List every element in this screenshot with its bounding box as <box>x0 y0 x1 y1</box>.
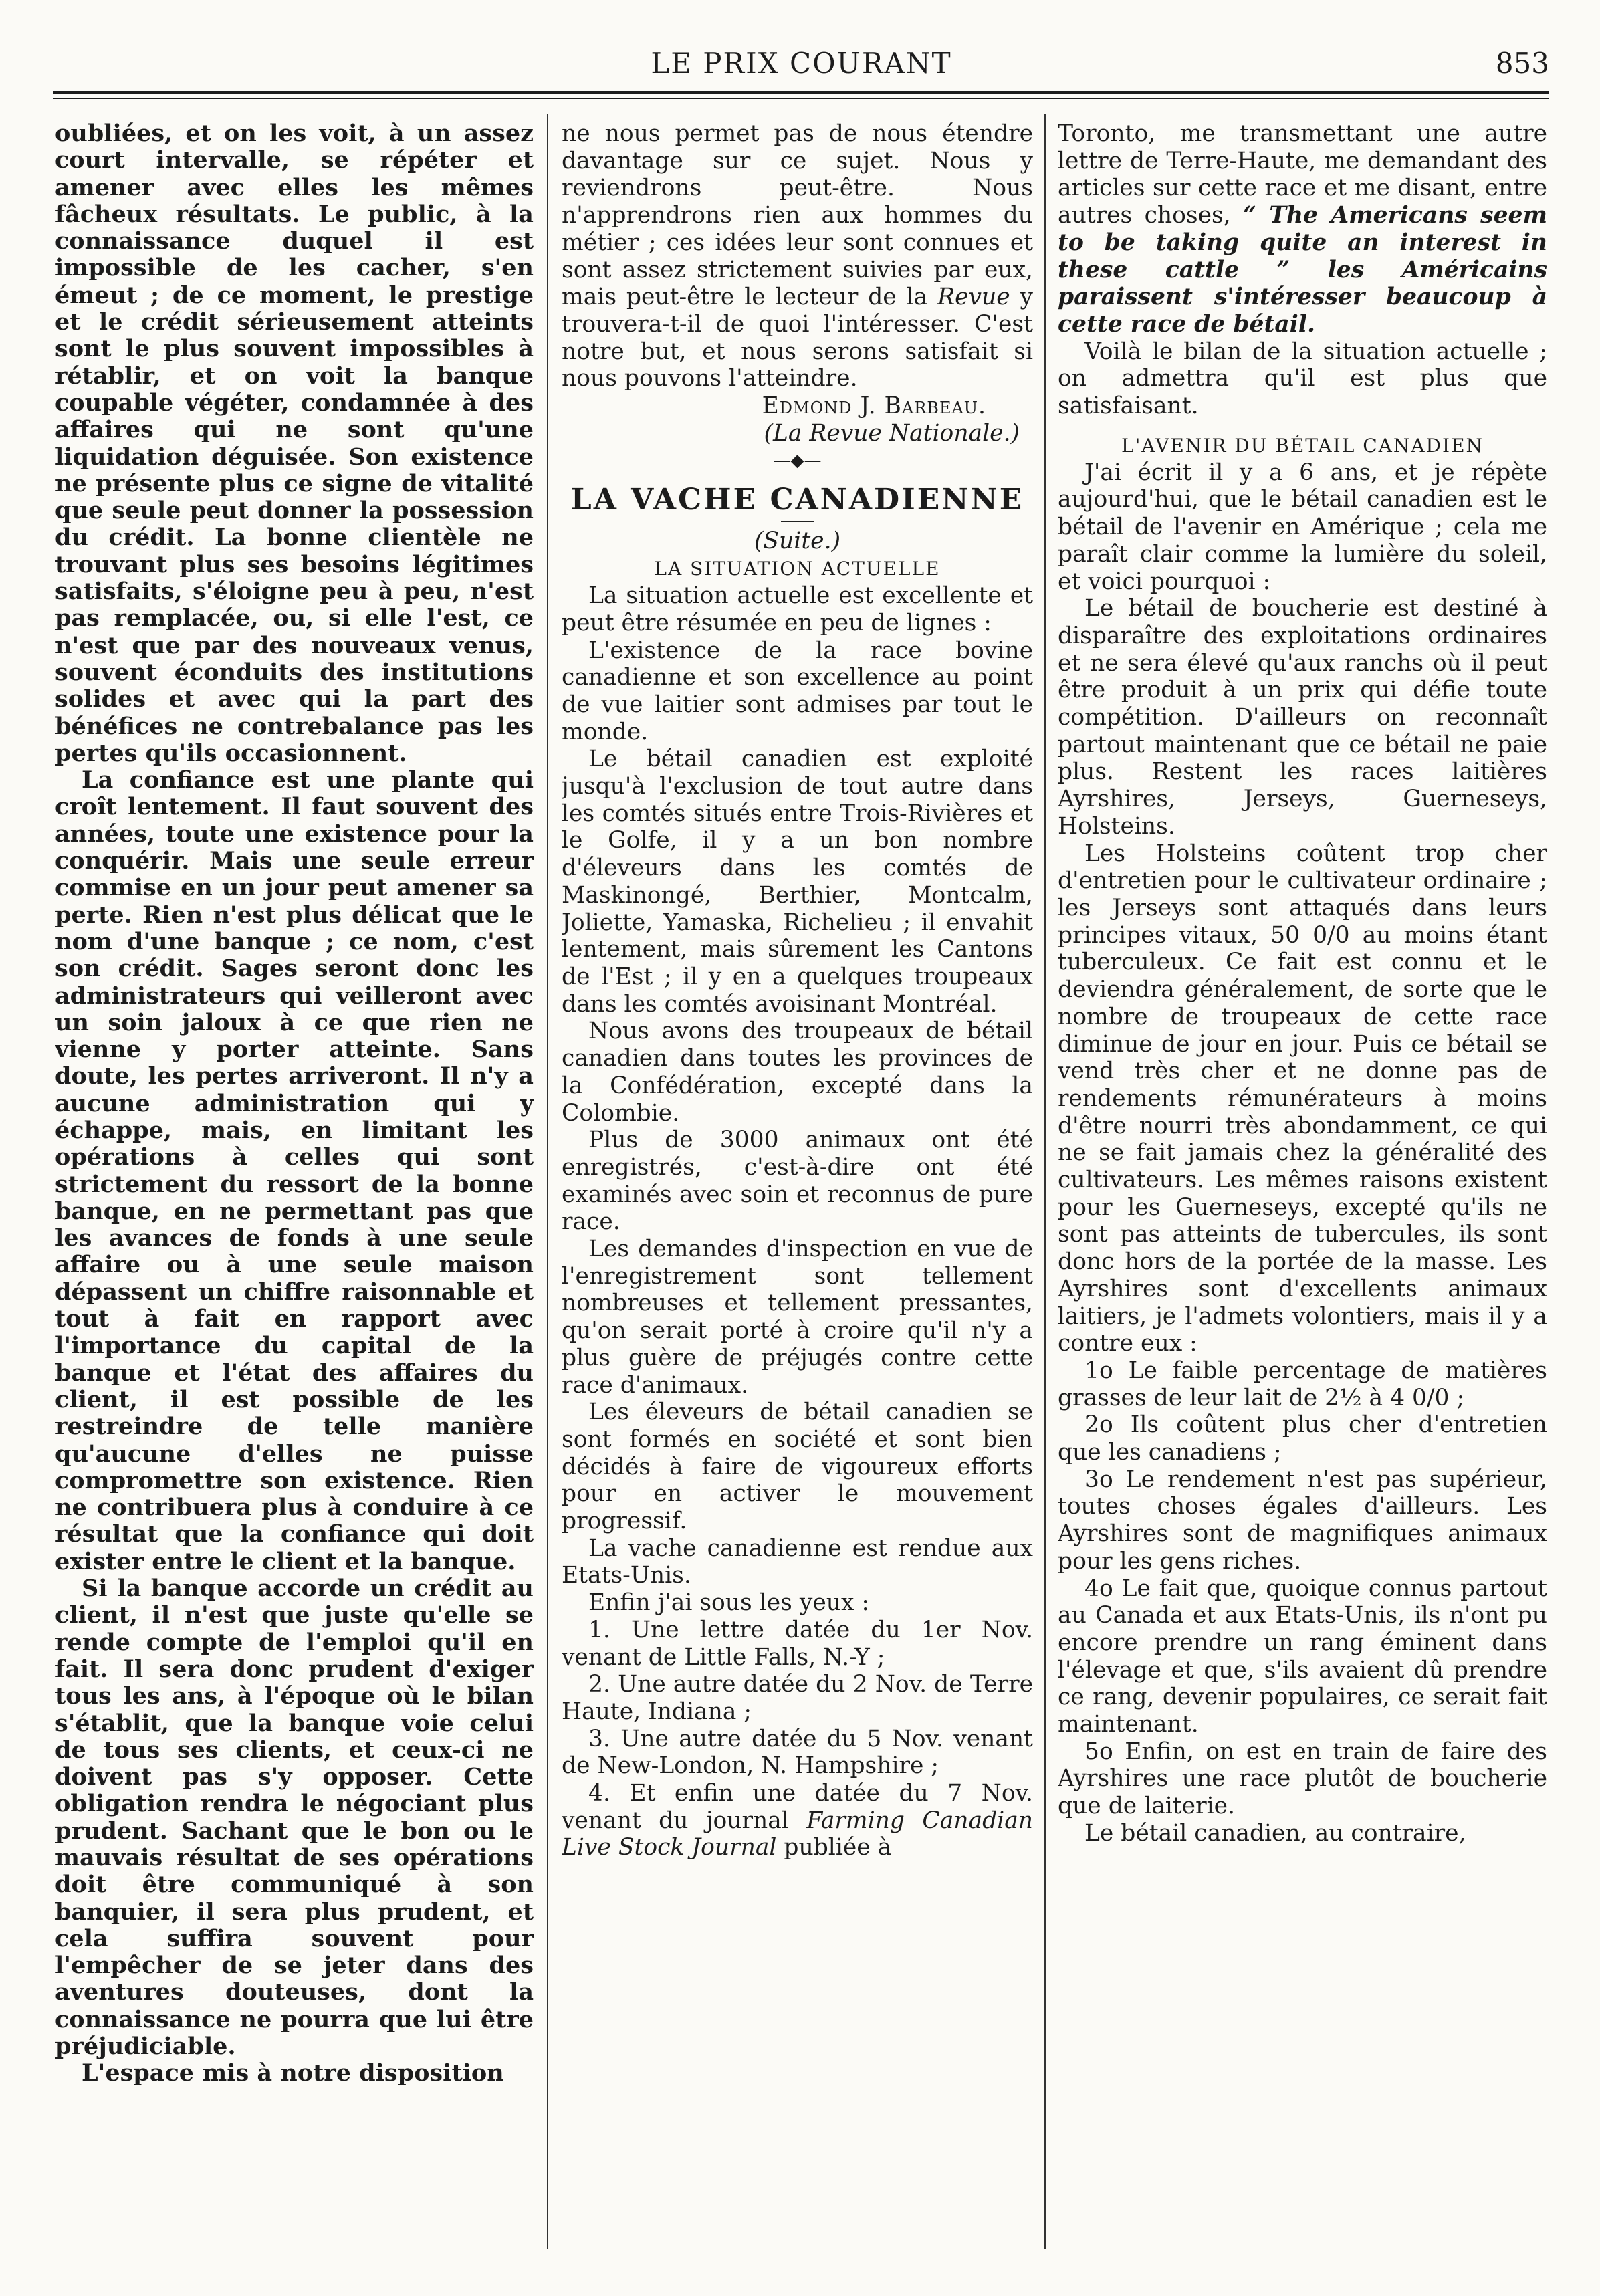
italic-run: Farming Canadian Live Stock Journal <box>562 1807 1033 1861</box>
column-divider <box>547 114 548 2249</box>
text-run: Toronto, me transmettant une autre lettre de Terre-Haute, me demandant des articles sur cette race et me disant, entre autres choses, <box>1058 120 1547 229</box>
paragraph: Le bétail canadien est exploité jusqu'à l'exclusion de tout autre dans les comtés situés entre Trois-Rivières et le Golfe, il y a un bon nombre d'éleveurs dans les comtés de Maskinongé, Berthier, Montcalm, Joliette, Yamaska, Richelieu ; il envahit lentement, mais sûrement les Cantons de l'Est ; il y en a quelques troupeaux dans les comtés avoisinant Montréal. <box>562 745 1033 1018</box>
header-rule-thin <box>53 98 1549 99</box>
paragraph: L'existence de la race bovine canadienne et son excellence au point de vue laitier sont admises par tout le monde. <box>562 637 1033 745</box>
paragraph: Les éleveurs de bétail canadien se sont formés en société et sont bien décidés à faire de vigoureux efforts pour en activer le mouvement progressif. <box>562 1399 1033 1535</box>
text-run: y trouvera-t-il de quoi l'intéresser. C'est notre but, et nous serons satisfait si nous pouvons l'atteindre. <box>562 283 1033 392</box>
paragraph <box>562 120 1033 392</box>
paragraph: L'espace mis à notre disposition <box>82 2059 504 2087</box>
list-item: 2. Une autre datée du 2 Nov. de Terre Haute, Indiana ; <box>562 1671 1033 1725</box>
paragraph: Nous avons des troupeaux de bétail canadien dans toutes les provinces de la Confédération, excepté dans la Colombie. <box>562 1018 1033 1127</box>
list-item: 3. Une autre datée du 5 Nov. venant de New-London, N. Hampshire ; <box>562 1725 1033 1780</box>
list-item <box>562 1780 1033 1861</box>
paragraph: J'ai écrit il y a 6 ans, et je répète aujourd'hui, que le bétail canadien est le bétail de l'avenir en Amérique ; cela me paraît clair comme la lumière du soleil, et voici pourquoi : <box>1058 459 1547 595</box>
page-number: 853 <box>1495 47 1549 80</box>
paragraph: Le bétail canadien, au contraire, <box>1084 1819 1466 1847</box>
section-heading: L'AVENIR DU BÉTAIL CANADIEN <box>1121 434 1484 457</box>
list-item: 5o Enfin, on est en train de faire des Ayrshires une race plutôt de boucherie que de laiterie. <box>1058 1738 1547 1820</box>
page-header <box>53 43 1549 90</box>
text-run: 4. Et enfin une datée du 7 Nov. venant du journal <box>562 1780 1033 1834</box>
article-title: LA VACHE CANADIENNE <box>570 483 1024 518</box>
paragraph: Plus de 3000 animaux ont été enregistrés, c'est-à-dire ont été examinés avec soin et reconnus de pure race. <box>562 1127 1033 1236</box>
source-citation: (La Revue Nationale.) <box>764 419 1020 447</box>
title-rule <box>781 521 814 522</box>
paragraph <box>1058 120 1547 338</box>
paragraph: oubliées, et on les voit, à un assez court intervalle, se répéter et amener avec elles les mêmes fâcheux résultats. Le public, à la connaissance duquel il est impossible de les cacher, s'en émeut ; de ce moment, le prestige et le crédit sérieusement atteints sont le plus souvent impossibles à rétablir, et on voit la banque coupable végéter, condamnée à des affaires qui ne sont qu'une liquidation déguisée. Son existence ne présente plus ce signe de vitalité que seule peut donner la possession du crédit. La bonne clientèle ne trouvant plus ses besoins légitimes satisfaits, s'éloigne peu à peu, n'est pas remplacée, ou, si elle l'est, ce n'est que par des nouveaux venus, souvent éconduits des institutions solides et avec qui la part des bénéfices ne contrebalance pas les pertes qu'ils occasionnent. <box>55 120 534 767</box>
paragraph: Les demandes d'inspection en vue de l'enregistrement sont tellement nombreuses et tellement pressantes, qu'on serait porté à croire qu'il n'y a plus guère de préjugés contre cette race d'animaux. <box>562 1236 1033 1399</box>
paragraph: La situation actuelle est excellente et peut être résumée en peu de lignes : <box>562 582 1033 637</box>
list-item: 1. Une lettre datée du 1er Nov. venant de Little Falls, N.-Y ; <box>562 1616 1033 1671</box>
section-heading: LA SITUATION ACTUELLE <box>654 558 941 580</box>
list-item: 2o Ils coûtent plus cher d'entretien que les canadiens ; <box>1058 1411 1547 1466</box>
paragraph: Voilà le bilan de la situation actuelle ; on admettra qu'il est plus que satisfaisant. <box>1058 338 1547 420</box>
paragraph: La confiance est une plante qui croît lentement. Il faut souvent des années, toute une existence pour la conquérir. Mais une seule erreur commise en un jour peut amener sa perte. Rien n'est plus délicat que le nom d'une banque ; ce nom, c'est son crédit. Sages seront donc les administrateurs qui veilleront avec un soin jaloux à ce que rien ne vienne y porter atteinte. Sans doute, les pertes arriveront. Il n'y a aucune administration qui y échappe, mais, en limitant les opérations à celles qui sont strictement du ressort de la bonne banque, en ne permettant pas que les avances de fonds à une seule affaire ou à une seule maison dépassent un chiffre raisonnable et tout à fait en rapport avec l'importance du capital de la banque et l'état des affaires du client, il est possible de les restreindre de telle manière qu'aucune d'elles ne puisse compromettre son existence. Rien ne contribuera plus à conduire à ce résultat que la confiance qui doit exister entre le client et la banque. <box>55 766 534 1575</box>
author-signature: Edmond J. Barbeau. <box>762 392 986 420</box>
ornament-divider: —◆— <box>773 451 822 471</box>
paragraph: La vache canadienne est rendue aux Etats-Unis. <box>562 1534 1033 1589</box>
column-2 <box>562 120 1033 2249</box>
quote-run: “ The Americans seem to be taking quite an interest in these cattle ” les Américains paraissent s'intéresser beaucoup à cette race de bétail. <box>1058 202 1547 338</box>
paragraph: Les Holsteins coûtent trop cher d'entretien pour le cultivateur ordinaire ; les Jerseys sont attaqués dans leurs principes vitaux, 50 0/0 au moins étant tuberculeux. Ce fait est connu et le deviendra généralement, de sorte que le nombre de troupeaux de cette race diminue de jour en jour. Puis ce bétail se vend très cher et ne donne pas de rendements rémunérateurs à moins d'être nourri très abondamment, ce qui ne se fait jamais chez la généralité des cultivateurs. Les mêmes raisons existent pour les Guerneseys, excepté qu'ils ne sont pas atteints de tubercules, ils sont donc hors de la portée de la masse. Les Ayrshires sont d'excellents animaux laitiers, je l'admets volontiers, mais il y a contre eux : <box>1058 840 1547 1357</box>
paragraph: Enfin j'ai sous les yeux : <box>588 1589 870 1617</box>
running-title: LE PRIX COURANT <box>651 47 952 80</box>
header-rule <box>53 91 1549 94</box>
italic-run: Revue <box>937 283 1010 311</box>
text-run: ne nous permet pas de nous étendre davantage sur ce sujet. Nous y reviendrons peut-être. Nous n'apprendrons rien aux hommes du métier ; ces idées leur sont connues et sont assez strictement suivies par eux, mais peut-être le lecteur de la <box>562 120 1033 311</box>
column-1 <box>55 120 534 2249</box>
article-suite: (Suite.) <box>754 528 841 555</box>
text-run: publiée à <box>784 1834 892 1861</box>
column-divider <box>1044 114 1046 2249</box>
list-item: 3o Le rendement n'est pas supérieur, toutes choses égales d'ailleurs. Les Ayrshires sont de magnifiques animaux pour les gens riches. <box>1058 1466 1547 1575</box>
list-item: 1o Le faible percentage de matières grasses de leur lait de 2½ à 4 0/0 ; <box>1058 1357 1547 1411</box>
paragraph: Le bétail de boucherie est destiné à disparaître des exploitations ordinaires et ne sera élevé qu'aux ranchs où il peut être produit à un prix qui défie toute compétition. D'ailleurs on reconnaît partout maintenant que ce bétail ne paie plus. Restent les races laitières Ayrshires, Jerseys, Guerneseys, Holsteins. <box>1058 595 1547 840</box>
column-3 <box>1058 120 1547 2249</box>
paragraph: Si la banque accorde un crédit au client, il n'est que juste qu'elle se rende compte de l'emploi qu'il en fait. Il sera donc prudent d'exiger tous les ans, à l'époque où le bilan s'établit, que la banque voie celui de tous ses clients, et ceux-ci ne doivent pas s'y opposer. Cette obligation rendra le négociant plus prudent. Sachant que le bon ou le mauvais résultat de ses opérations doit être communiqué à son banquier, il sera plus prudent, et cela suffira souvent pour l'empêcher de se jeter dans des aventures douteuses, dont la connaissance ne pourra que lui être préjudiciable. <box>55 1575 534 2061</box>
list-item: 4o Le fait que, quoique connus partout au Canada et aux Etats-Unis, ils n'ont pu encore prendre un rang éminent dans l'élevage et que, s'ils avaient dû prendre ce rang, devenir populaires, ce serait fait maintenant. <box>1058 1575 1547 1738</box>
